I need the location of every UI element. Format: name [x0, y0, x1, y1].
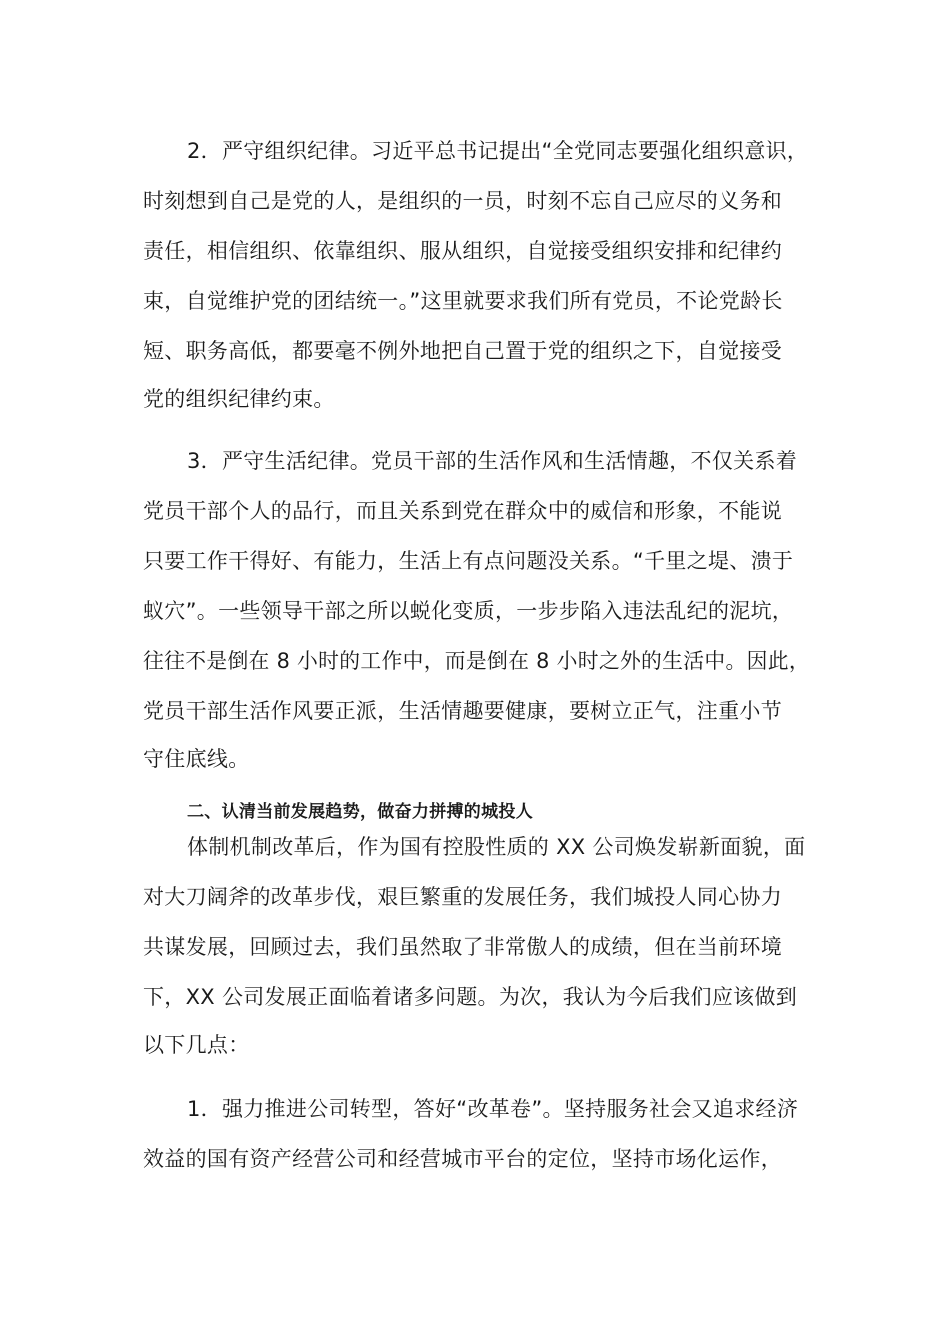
- paragraph-2-line-1: 3．严守生活纪律。党员干部的生活作风和生活情趣，不仅关系着: [187, 449, 798, 473]
- paragraph-3-line-3: 共谋发展，回顾过去，我们虽然取了非常傲人的成绩，但在当前环境: [143, 935, 782, 959]
- paragraph-1-line-1: 2．严守组织纪律。习近平总书记提出“全党同志要强化组织意识，: [187, 139, 809, 163]
- paragraph-2-line-2: 党员干部个人的品行，而且关系到党在群众中的威信和形象，不能说: [143, 499, 782, 523]
- paragraph-2-line-7: 守住底线。: [143, 747, 250, 771]
- paragraph-3-line-5: 以下几点：: [143, 1033, 250, 1057]
- paragraph-1-line-3: 责任，相信组织、依靠组织、服从组织，自觉接受组织安排和纪律约: [143, 239, 782, 263]
- paragraph-1-line-5: 短、职务高低，都要毫不例外地把自己置于党的组织之下，自觉接受: [143, 339, 782, 363]
- paragraph-1-line-2: 时刻想到自己是党的人，是组织的一员，时刻不忘自己应尽的义务和: [143, 189, 782, 213]
- paragraph-3-line-2: 对大刀阔斧的改革步伐，艰巨繁重的发展任务，我们城投人同心协力: [143, 885, 782, 909]
- section-heading: 二、认清当前发展趋势，做奋力拼搏的城投人: [187, 802, 533, 822]
- paragraph-4-line-2: 效益的国有资产经营公司和经营城市平台的定位，坚持市场化运作，: [143, 1147, 782, 1171]
- paragraph-4-line-1: 1．强力推进公司转型，答好“改革卷”。坚持服务社会又追求经济: [187, 1097, 799, 1121]
- paragraph-1-line-6: 党的组织纪律约束。: [143, 387, 335, 411]
- paragraph-3-line-4: 下，XX 公司发展正面临着诸多问题。为次，我认为今后我们应该做到: [143, 985, 798, 1009]
- paragraph-2-line-5: 往往不是倒在 8 小时的工作中，而是倒在 8 小时之外的生活中。因此，: [143, 649, 810, 673]
- paragraph-2-line-6: 党员干部生活作风要正派，生活情趣要健康，要树立正气，注重小节: [143, 699, 782, 723]
- paragraph-1-line-4: 束，自觉维护党的团结统一。”这里就要求我们所有党员，不论党龄长: [143, 289, 783, 313]
- paragraph-2-line-3: 只要工作干得好、有能力，生活上有点问题没关系。“千里之堤、溃于: [143, 549, 794, 573]
- paragraph-3-line-1: 体制机制改革后，作为国有控股性质的 XX 公司焕发崭新面貌，面: [187, 835, 806, 859]
- paragraph-2-line-4: 蚁穴”。一些领导干部之所以蜕化变质，一步步陷入违法乱纪的泥坑，: [143, 599, 794, 623]
